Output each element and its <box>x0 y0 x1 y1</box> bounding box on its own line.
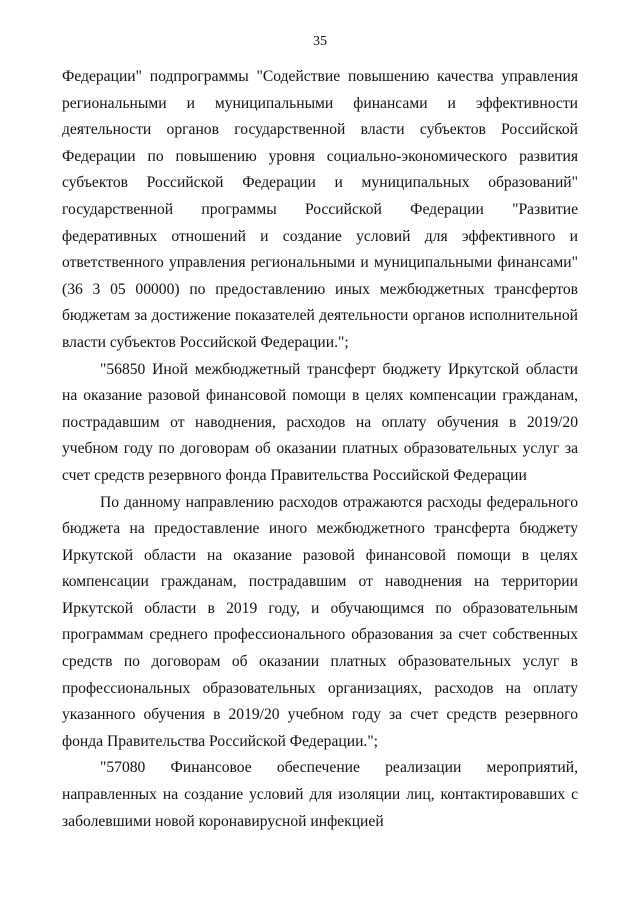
paragraph-56850-heading: "56850 Иной межбюджетный трансферт бюджету Иркутской области на оказание разовой финансовой помощи в целях компенсации гражданам, пострадавшим от наводнения, расходов на оплату обучения в 2019/20 учебном году по договорам об оказании платных образовательных услуг за счет средств резервного фонда Правительства Российской Федерации <box>62 360 578 484</box>
page-number: 35 <box>313 34 327 49</box>
paragraph-56850-description: По данному направлению расходов отражаются расходы федерального бюджета на предоставление иного межбюджетного трансферта бюджету Иркутской области на оказание разовой финансовой помощи в целях компенсации гражданам, пострадавшим от наводнения на территории Иркутской области в 2019 году, и обучающимся по образовательным программам среднего профессионального образования за счет собственных средств по договорам об оказании платных образовательных услуг в профессиональных образовательных организациях, расходов на оплату указанного обучения в 2019/20 учебном году за счет средств резервного фонда Правительства Российской Федерации."; <box>62 493 578 750</box>
paragraph-continuation: Федерации" подпрограммы "Содействие повышению качества управления региональными и муниципальными финансами и эффективности деятельности органов государственной власти субъектов Российской Федерации по повышению уровня социально-экономического развития субъектов Российской Федерации и муниципальных образований" государственной программы Российской Федерации "Развитие федеративных отношений и создание условий для эффективного и ответственного управления региональными и муниципальными финансами" (36 3 05 00000) по предоставлению иных межбюджетных трансфертов бюджетам за достижение показателей деятельности органов исполнительной власти субъектов Российской Федерации."; <box>62 68 578 351</box>
document-body <box>62 64 578 835</box>
paragraph-57080-heading: "57080 Финансовое обеспечение реализации мероприятий, направленных на создание условий для изоляции лиц, контактировавших с заболевшими новой коронавирусной инфекцией <box>62 759 578 830</box>
